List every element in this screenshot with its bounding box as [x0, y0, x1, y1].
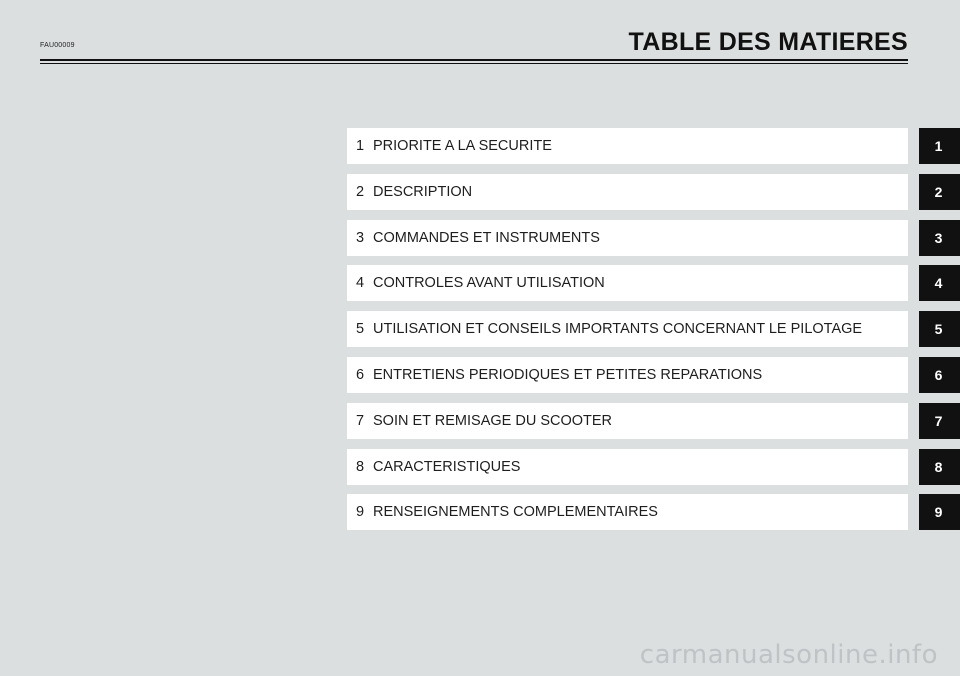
chapter-tab-8[interactable]: 8 — [919, 449, 960, 485]
toc-entry-number: 6 — [356, 366, 365, 383]
chapter-tab-7[interactable]: 7 — [919, 403, 960, 439]
toc-row — [347, 357, 960, 393]
toc-row — [347, 265, 960, 301]
toc-entry-8[interactable] — [347, 449, 908, 485]
toc-row — [347, 128, 960, 164]
title-rule-thin — [40, 63, 908, 64]
toc-entry-3[interactable] — [347, 220, 908, 256]
chapter-tab-5[interactable]: 5 — [919, 311, 960, 347]
toc-entry-label: PRIORITE A LA SECURITE — [373, 138, 552, 154]
toc-entry-number: 7 — [356, 412, 365, 429]
toc-entry-2[interactable] — [347, 174, 908, 210]
toc-row — [347, 449, 960, 485]
toc-entry-label: DESCRIPTION — [373, 183, 473, 200]
toc-entry-4[interactable] — [347, 265, 908, 301]
toc-entry-number: 3 — [356, 229, 365, 246]
toc-entry-label: UTILISATION ET CONSEILS IMPORTANTS CONCERNANT LE PILOTAGE — [373, 321, 863, 338]
toc-entry-6[interactable] — [347, 357, 908, 393]
toc-row — [347, 174, 960, 210]
chapter-tab-9[interactable]: 9 — [919, 494, 960, 530]
chapter-tab-2[interactable]: 2 — [919, 174, 960, 210]
toc-entry-label: COMMANDES ET INSTRUMENTS — [373, 229, 600, 246]
toc-entry-number: 4 — [356, 275, 365, 292]
toc-entry-number: 5 — [356, 321, 365, 338]
toc-entry-number: 8 — [356, 458, 365, 475]
toc-entry-label: RENSEIGNEMENTS COMPLEMENTAIRES — [373, 504, 658, 521]
toc-entry-1[interactable] — [347, 128, 908, 164]
toc-entry-7[interactable] — [347, 403, 908, 439]
toc-row — [347, 494, 960, 530]
toc-entry-number: 1 — [356, 138, 365, 154]
toc-entry-label: CARACTERISTIQUES — [373, 458, 521, 475]
table-of-contents — [347, 128, 960, 540]
chapter-tab-6[interactable]: 6 — [919, 357, 960, 393]
chapter-tab-3[interactable]: 3 — [919, 220, 960, 256]
toc-row — [347, 311, 960, 347]
toc-entry-5[interactable] — [347, 311, 908, 347]
chapter-tab-4[interactable]: 4 — [919, 265, 960, 301]
watermark-text: carmanualsonline.info — [639, 640, 938, 670]
toc-entry-9[interactable] — [347, 494, 908, 530]
page-title: TABLE DES MATIERES — [628, 28, 908, 56]
toc-entry-label: CONTROLES AVANT UTILISATION — [373, 275, 605, 292]
chapter-tab-1[interactable]: 1 — [919, 128, 960, 164]
toc-entry-label: ENTRETIENS PERIODIQUES ET PETITES REPARATIONS — [373, 366, 763, 383]
toc-row — [347, 220, 960, 256]
doc-code: FAU00009 — [40, 42, 75, 49]
toc-entry-number: 2 — [356, 183, 365, 200]
toc-row — [347, 403, 960, 439]
toc-entry-number: 9 — [356, 504, 365, 521]
title-rule-thick — [40, 59, 908, 61]
toc-entry-label: SOIN ET REMISAGE DU SCOOTER — [373, 412, 613, 429]
